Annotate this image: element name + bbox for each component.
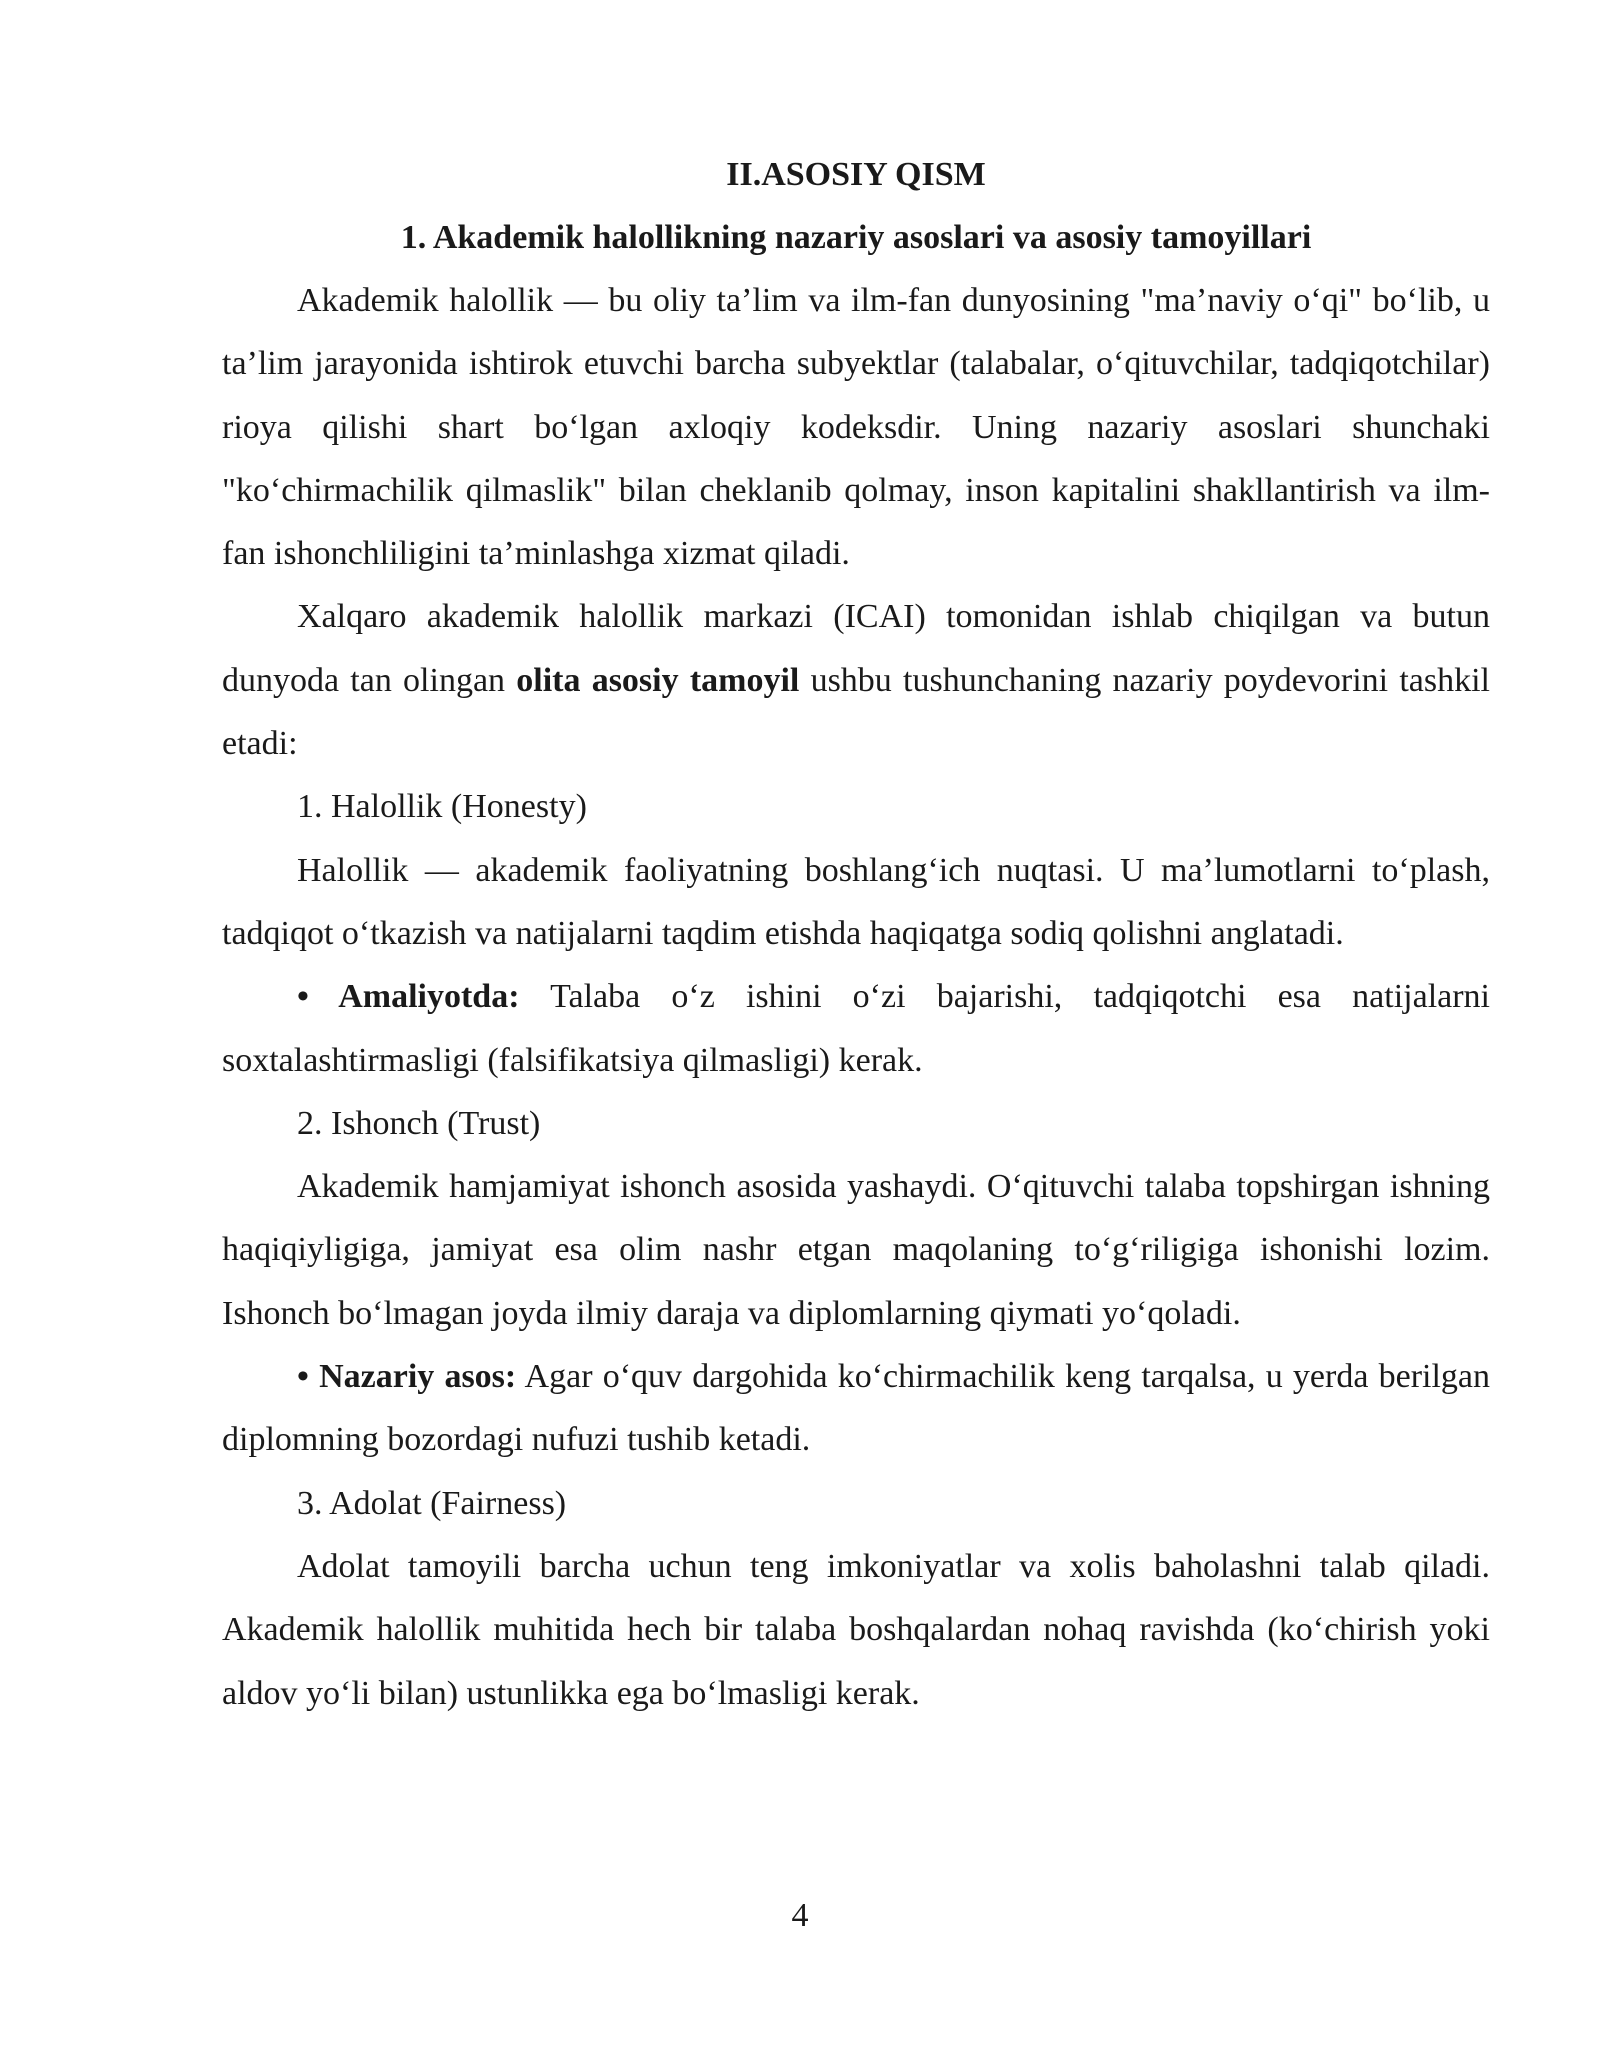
- subsection-title: 1. Akademik halollikning nazariy asoslari va asosiy tamoyillari: [400, 219, 1312, 256]
- principle-title-fairness: 3. Adolat (Fairness): [297, 1484, 567, 1522]
- principle-text-fairness: Adolat tamoyili barcha uchun teng imkoniyatlar va xolis baholashni talab qiladi. Akademik halollik muhitida hech bir talaba boshqalardan nohaq ravishda (ko‘chirish yoki aldov yo‘li bilan) ustunlikka ega bo‘lmasligi kerak.: [222, 1547, 1490, 1712]
- principle-note-label: • Amaliyotda:: [297, 978, 520, 1016]
- principle-note-trust: [222, 1345, 1490, 1472]
- principle-title-honesty: 1. Halollik (Honesty): [297, 788, 587, 826]
- principle-note-text: Talaba o‘z ishini o‘zi bajarishi, tadqiqotchi esa natijalarni soxtalashtirmasligi (falsifikatsiya qilmasligi) kerak.: [222, 978, 1491, 1079]
- icai-paragraph-text-end: ushbu tushunchaning nazariy poydevorini tashkil etadi:: [222, 661, 1490, 763]
- intro-paragraph: Akademik halollik — bu oliy ta’lim va ilm-fan dunyosining "ma’naviy o‘qi" bo‘lib, u ta’lim jarayonida ishtirok etuvchi barcha subyektlar (talabalar, o‘qituvchilar, tadqiqotchilar) rioya qilishi shart bo‘lgan axloqiy kodeksdir. Uning nazariy asoslari shunchaki "ko‘chirmachilik qilmaslik" bilan cheklanib qolmay, inson kapitalini shakllantirish va ilm-fan ishonchliligini ta’minlashga xizmat qiladi.: [222, 282, 1490, 573]
- icai-paragraph-bold-phrase: olita asosiy tamoyil: [516, 661, 800, 699]
- principle-text-honesty: Halollik — akademik faoliyatning boshlang‘ich nuqtasi. U ma’lumotlarni to‘plash, tadqiqot o‘tkazish va natijalarni taqdim etishda haqiqatga sodiq qolishni anglatadi.: [222, 851, 1490, 952]
- page-number: 4: [791, 1897, 809, 1934]
- principle-note-text: Agar o‘quv dargohida ko‘chirmachilik keng tarqalsa, u yerda berilgan diplomning bozordagi nufuzi tushib ketadi.: [222, 1358, 1491, 1459]
- principle-note-honesty: [222, 965, 1490, 1092]
- section-title: II.ASOSIY QISM: [726, 156, 986, 193]
- page-content: [222, 143, 1490, 1725]
- principle-note-label: • Nazariy asos:: [297, 1358, 517, 1396]
- icai-paragraph-text-start: Xalqaro akademik halollik markazi (ICAI) tomonidan ishlab chiqilgan va butun dunyoda tan olingan: [222, 598, 1490, 699]
- icai-paragraph: [222, 585, 1490, 775]
- principle-title-trust: 2. Ishonch (Trust): [297, 1104, 541, 1142]
- principle-text-trust: Akademik hamjamiyat ishonch asosida yashaydi. O‘qituvchi talaba topshirgan ishning haqiqiyligiga, jamiyat esa olim nashr etgan maqolaning to‘g‘riligiga ishonishi lozim. Ishonch bo‘lmagan joyda ilmiy daraja va diplomlarning qiymati yo‘qoladi.: [222, 1168, 1490, 1332]
